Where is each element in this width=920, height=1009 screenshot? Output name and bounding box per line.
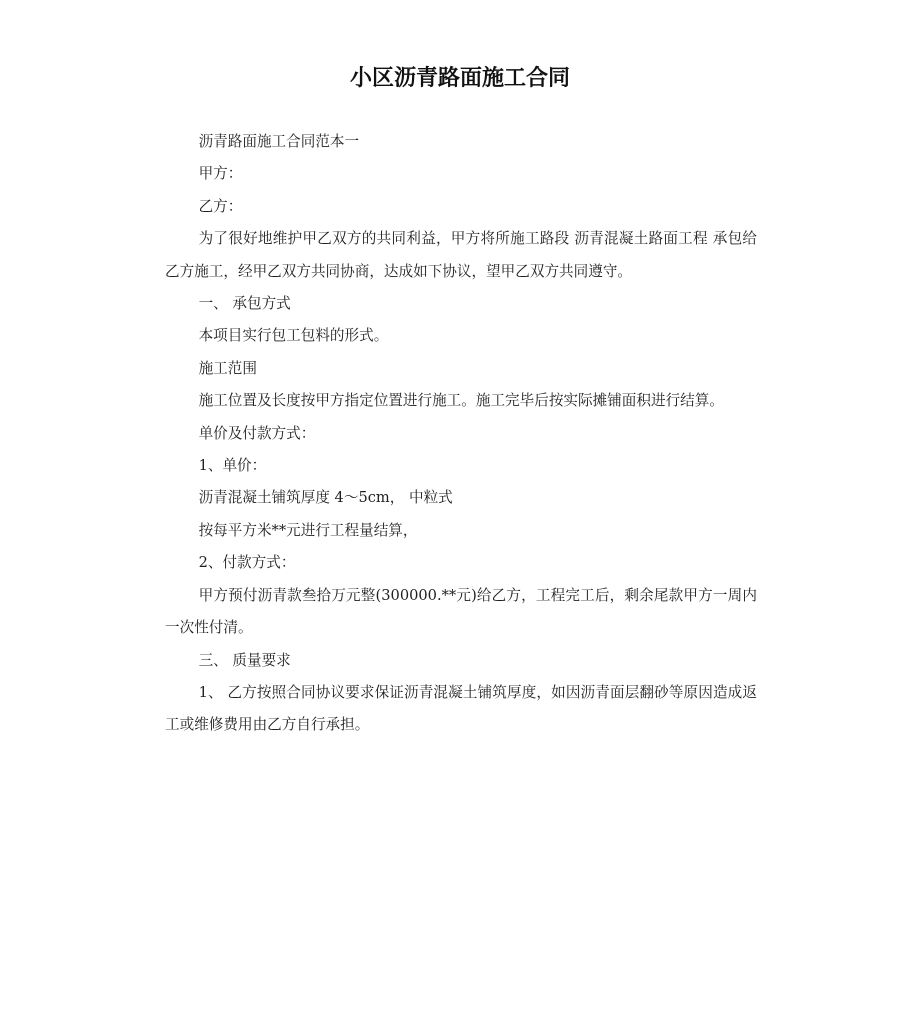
document-body xyxy=(165,126,757,742)
paragraph-settlement: 按每平方米**元进行工程量结算， xyxy=(198,521,418,539)
paragraph-preamble: 为了很好地维护甲乙双方的共同利益，甲方将所施工路段 沥青混凝土路面工程 承包给乙方施工，经甲乙双方共同协商，达成如下协议，望甲乙双方共同遵守。 xyxy=(165,230,757,280)
paragraph-thickness: 沥青混凝土铺筑厚度 4～5cm， 中粒式 xyxy=(198,489,453,507)
paragraph-party-b: 乙方： xyxy=(198,197,243,215)
subheading-payment-method: 2、付款方式： xyxy=(198,554,296,572)
section-heading-price-payment: 单价及付款方式： xyxy=(198,424,316,442)
subheading-unit-price: 1、单价： xyxy=(198,457,267,475)
paragraph-party-a: 甲方： xyxy=(198,165,243,183)
section-heading-contract-mode: 一、 承包方式 xyxy=(198,295,291,313)
paragraph-payment: 甲方预付沥青款叁拾万元整(300000.**元)给乙方，工程完工后，剩余尾款甲方一周内一次性付清。 xyxy=(165,586,757,637)
section-heading-scope: 施工范围 xyxy=(198,359,257,377)
section-heading-quality: 三、 质量要求 xyxy=(198,651,291,669)
paragraph-contract-mode: 本项目实行包工包料的形式。 xyxy=(198,327,389,345)
paragraph-template-title: 沥青路面施工合同范本一 xyxy=(198,133,360,150)
document-title: 小区沥青路面施工合同 xyxy=(349,66,570,91)
paragraph-scope: 施工位置及长度按甲方指定位置进行施工。施工完毕后按实际摊铺面积进行结算。 xyxy=(198,392,724,410)
paragraph-quality: 1、 乙方按照合同协议要求保证沥青混凝土铺筑厚度，如因沥青面层翻砂等原因造成返工或维修费用由乙方自行承担。 xyxy=(165,683,757,734)
